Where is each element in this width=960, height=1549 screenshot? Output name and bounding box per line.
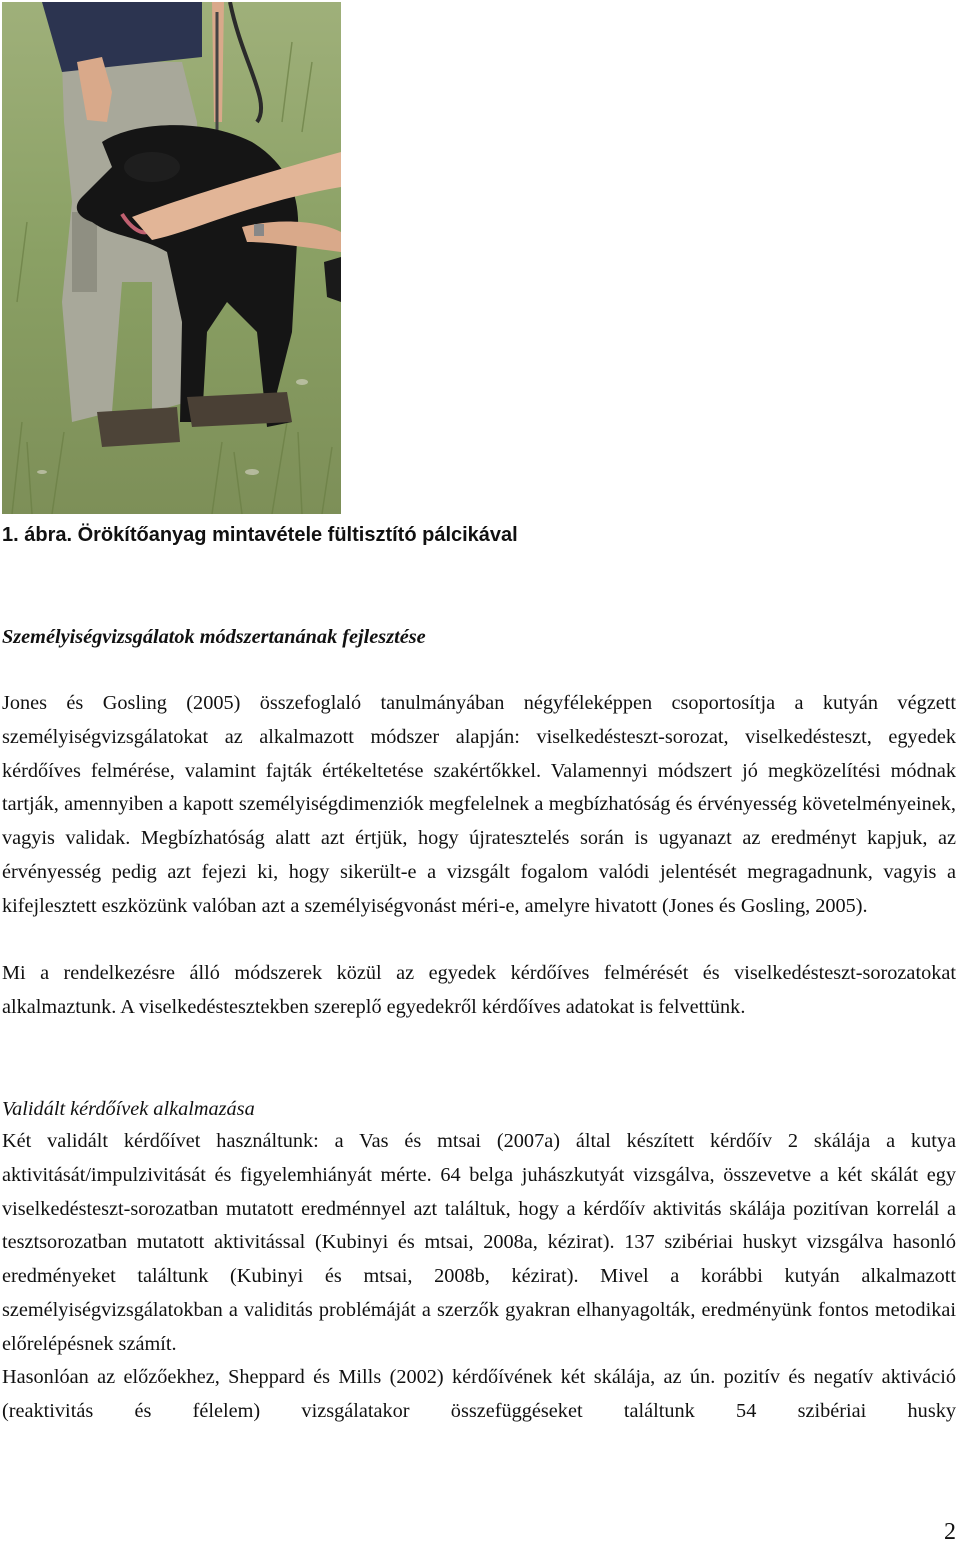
paragraph-text: Két validált kérdőívet használtunk: a Vas és mtsai (2007a) által készített kérdőív 2 skálája a kutya aktivitását/impulzivitását és figyelemhiányát mérte. 64 belga juhászkutyát vizsgálva, összevetve a két skálát egy viselkedésteszt-sorozatban mutatott eredménnyel azt találtuk, hogy a kérdőív aktivitás skálája pozitívan korrelál a tesztsorozatban mutatott aktivitással (Kubinyi és mtsai, 2008a, kézirat). 137 szibériai huskyt vizsgálva hasonló eredményeket találtunk (Kubinyi és mtsai, 2008b, kézirat). Mivel a korábbi kutyán alkalmazott személyiségvizsgálatokban a validitás problémáját a szerzők gyakran elhanyagolták, eredményünk fontos metodikai előrelépésnek számít. (2, 1130, 956, 1355)
subsection-paragraph-1 (2, 1125, 956, 1362)
subsection-title: Validált kérdőívek alkalmazása (2, 1098, 255, 1120)
paragraph-text: Hasonlóan az előzőekhez, Sheppard és Mills (2002) kérdőívének két skálája, az ún. pozitív és negatív aktiváció (reaktivitás és félelem) vizsgálatakor összefüggéseket találtunk 54 szibériai husky (2, 1366, 956, 1422)
figure-caption: 1. ábra. Örökítőanyag mintavétele fültisztító pálcikával (2, 524, 518, 546)
section-title: Személyiségvizsgálatok módszertanának fejlesztése (2, 626, 426, 648)
paragraph-text: Jones és Gosling (2005) összefoglaló tanulmányában négyféleképpen csoportosítja a kutyán végzett személyiségvizsgálatokat az alkalmazott módszer alapján: viselkedésteszt-sorozat, viselkedésteszt, egyedek kérdőíves felmérése, valamint fajták értékeltetése szakértőkkel. Valamennyi módszert jó megközelítési módnak tartják, amennyiben a kapott személyiségdimenziók megfelelnek a megbízhatóság és érvényesség követelményeinek, vagyis validak. Megbízhatóság alatt azt értjük, hogy újratesztelés során is ugyanazt az eredményt kapjuk, az érvényesség pedig azt fejezi ki, hogy sikerült-e a vizsgált fogalom valódi jelentését megragadnunk, vagyis a kifejlesztett eszközünk valóban azt a személyiségvonást méri-e, amelyre hivatott (Jones és Gosling, 2005). (2, 692, 956, 917)
subsection-paragraph-2 (2, 1361, 956, 1429)
paragraph-text: Mi a rendelkezésre álló módszerek közül az egyedek kérdőíves felmérését és viselkedésteszt-sorozatokat alkalmaztunk. A viselkedéstesztekben szereplő egyedekről kérdőíves adatokat is felvettünk. (2, 962, 956, 1018)
section-paragraph-2 (2, 957, 956, 1025)
dog-sampling-photo (2, 2, 341, 514)
section-paragraph-1 (2, 687, 956, 924)
page-number: 2 (944, 1519, 956, 1545)
